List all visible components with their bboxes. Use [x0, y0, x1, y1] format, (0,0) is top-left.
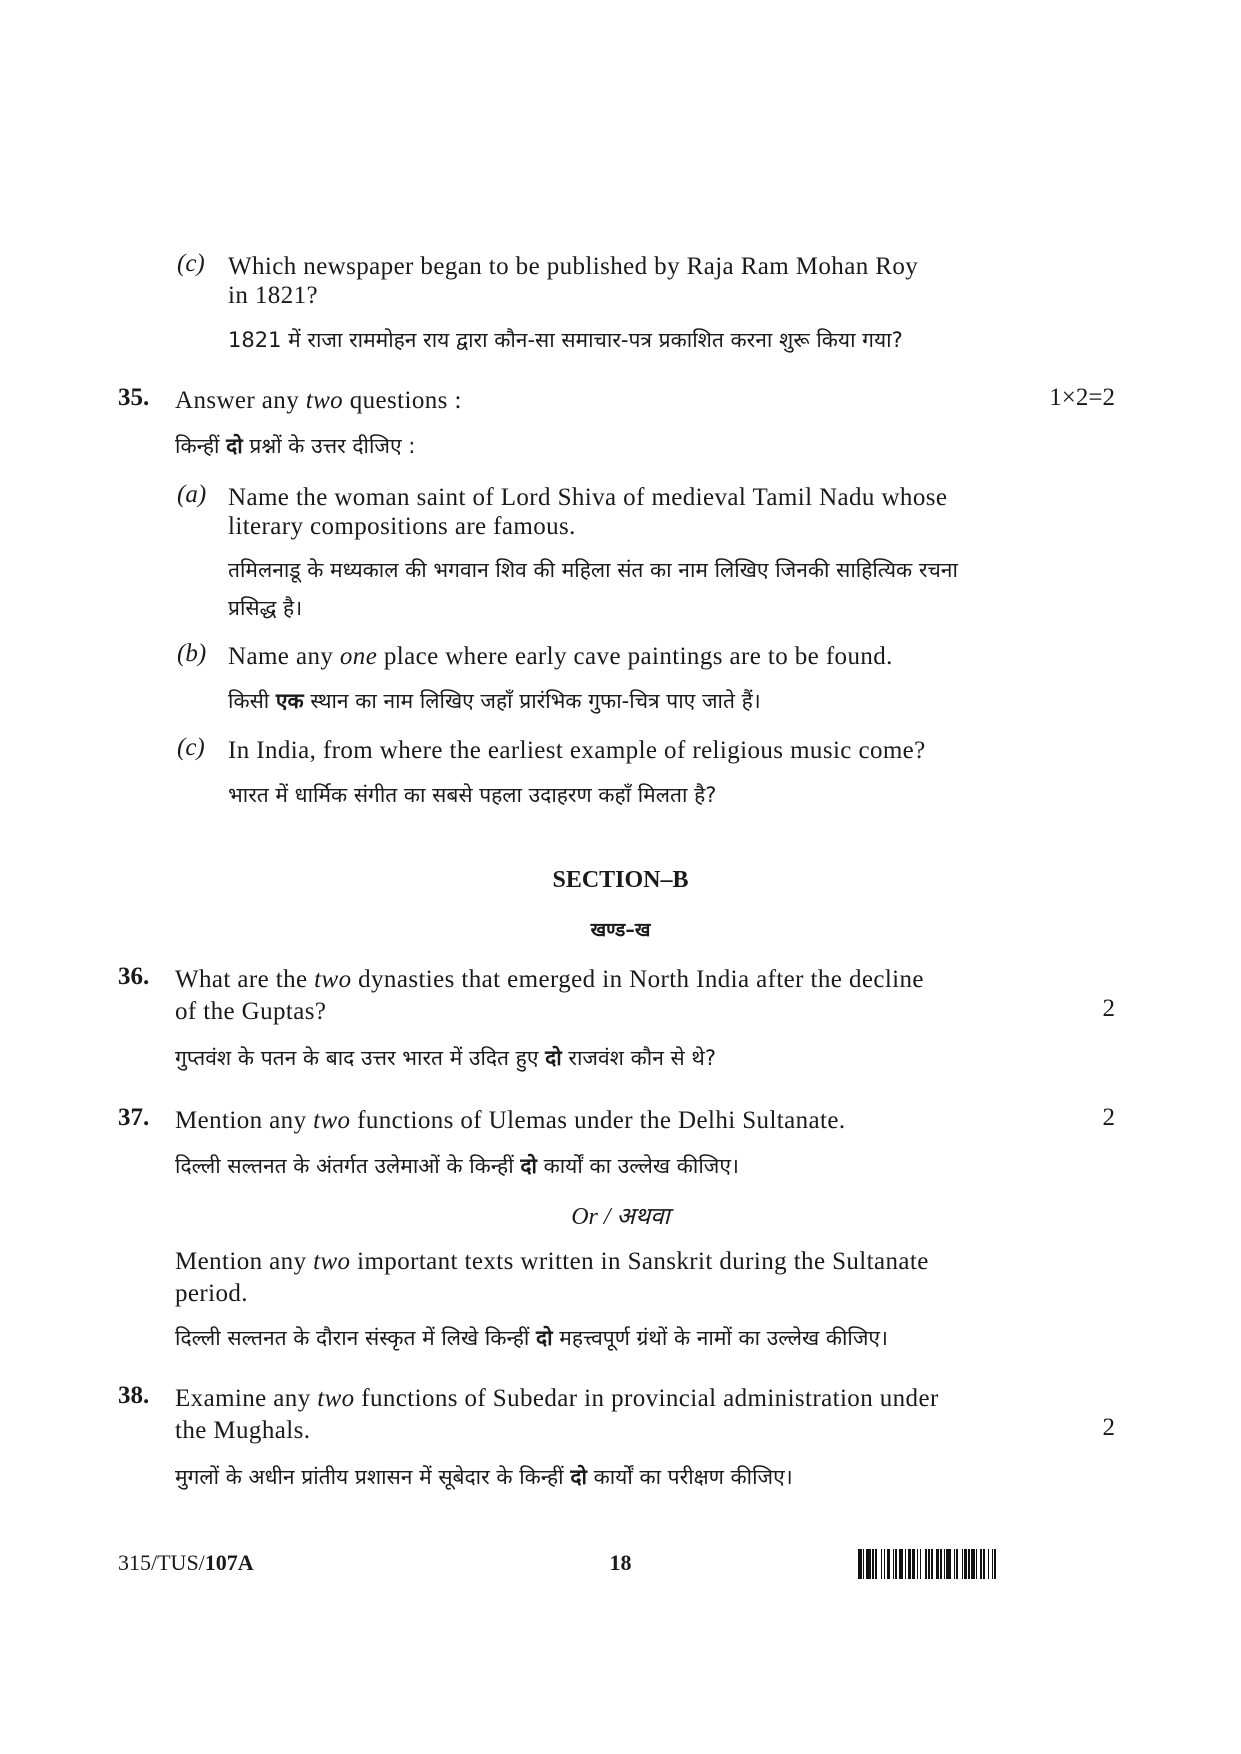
q35b-hi: किसी एक स्थान का नाम लिखिए जहाँ प्रारंभिक गुफा-चित्र पाए जाते हैं।	[228, 689, 761, 713]
q36-marks: 2	[1102, 995, 1115, 1022]
paper-code: 315/TUS/107A	[118, 1550, 254, 1575]
q37-number: 37.	[118, 1104, 150, 1131]
q37-en: Mention any two functions of Ulemas under the Delhi Sultanate.	[175, 1107, 846, 1134]
q36-en-line2: of the Guptas?	[175, 998, 327, 1025]
q34c-en-line2: in 1821?	[228, 282, 318, 309]
q35a-en-line2: literary compositions are famous.	[228, 513, 576, 540]
q36-en-line1: What are the two dynasties that emerged in North India after the decline	[175, 966, 924, 993]
page-number: 18	[609, 1550, 632, 1575]
q37-hi: दिल्ली सल्तनत के अंतर्गत उलेमाओं के किन्हीं दो कार्यों का उल्लेख कीजिए।	[175, 1154, 739, 1178]
q38-hi: मुगलों के अधीन प्रांतीय प्रशासन में सूबेदार के किन्हीं दो कार्यों का परीक्षण कीजिए।	[175, 1465, 793, 1489]
q35c-hi: भारत में धार्मिक संगीत का सबसे पहला उदाहरण कहाँ मिलता है?	[228, 783, 717, 807]
q35a-en-line1: Name the woman saint of Lord Shiva of medieval Tamil Nadu whose	[228, 484, 948, 511]
q35a-hi-line2: प्रसिद्ध है।	[228, 596, 303, 620]
barcode	[858, 1549, 1114, 1579]
q35-marks: 1×2=2	[1049, 384, 1115, 411]
q36-hi: गुप्तवंश के पतन के बाद उत्तर भारत में उदित हुए दो राजवंश कौन से थे?	[175, 1046, 716, 1070]
q37-alt-en-line1: Mention any two important texts written in Sanskrit during the Sultanate	[175, 1248, 929, 1275]
q34c-hi: 1821 में राजा राममोहन राय द्वारा कौन-सा समाचार-पत्र प्रकाशित करना शुरू किया गया?	[228, 328, 903, 352]
q38-en-line2: the Mughals.	[175, 1417, 311, 1444]
section-heading: SECTION–B	[552, 867, 689, 893]
or-separator: Or / अथवा	[571, 1204, 670, 1230]
q35-prompt: Answer any two questions :	[175, 387, 462, 414]
q36-number: 36.	[118, 963, 150, 990]
q35b-label: (b)	[177, 640, 207, 667]
q35-prompt-hi: किन्हीं दो प्रश्नों के उत्तर दीजिए :	[175, 434, 416, 458]
q34c-label: (c)	[177, 250, 205, 277]
q34c-en-line1: Which newspaper began to be published by Raja Ram Mohan Roy	[228, 253, 919, 280]
q37-alt-en-line2: period.	[175, 1280, 248, 1307]
q37-alt-hi: दिल्ली सल्तनत के दौरान संस्कृत में लिखे किन्हीं दो महत्त्वपूर्ण ग्रंथों के नामों का उल्लेख कीजिए।	[175, 1326, 888, 1350]
q35b-en: Name any one place where early cave paintings are to be found.	[228, 643, 893, 670]
q35-number: 35.	[118, 384, 150, 411]
q37-marks: 2	[1102, 1104, 1115, 1131]
section-heading-hi: खण्ड–ख	[590, 919, 651, 941]
q35c-en: In India, from where the earliest example of religious music come?	[228, 737, 926, 764]
q35a-hi-line1: तमिलनाडू के मध्यकाल की भगवान शिव की महिला संत का नाम लिखिए जिनकी साहित्यिक रचना	[228, 558, 958, 582]
q38-en-line1: Examine any two functions of Subedar in provincial administration under	[175, 1385, 939, 1412]
q35a-label: (a)	[177, 481, 207, 508]
q38-marks: 2	[1102, 1414, 1115, 1441]
q35c-label: (c)	[177, 734, 205, 761]
q38-number: 38.	[118, 1382, 150, 1409]
